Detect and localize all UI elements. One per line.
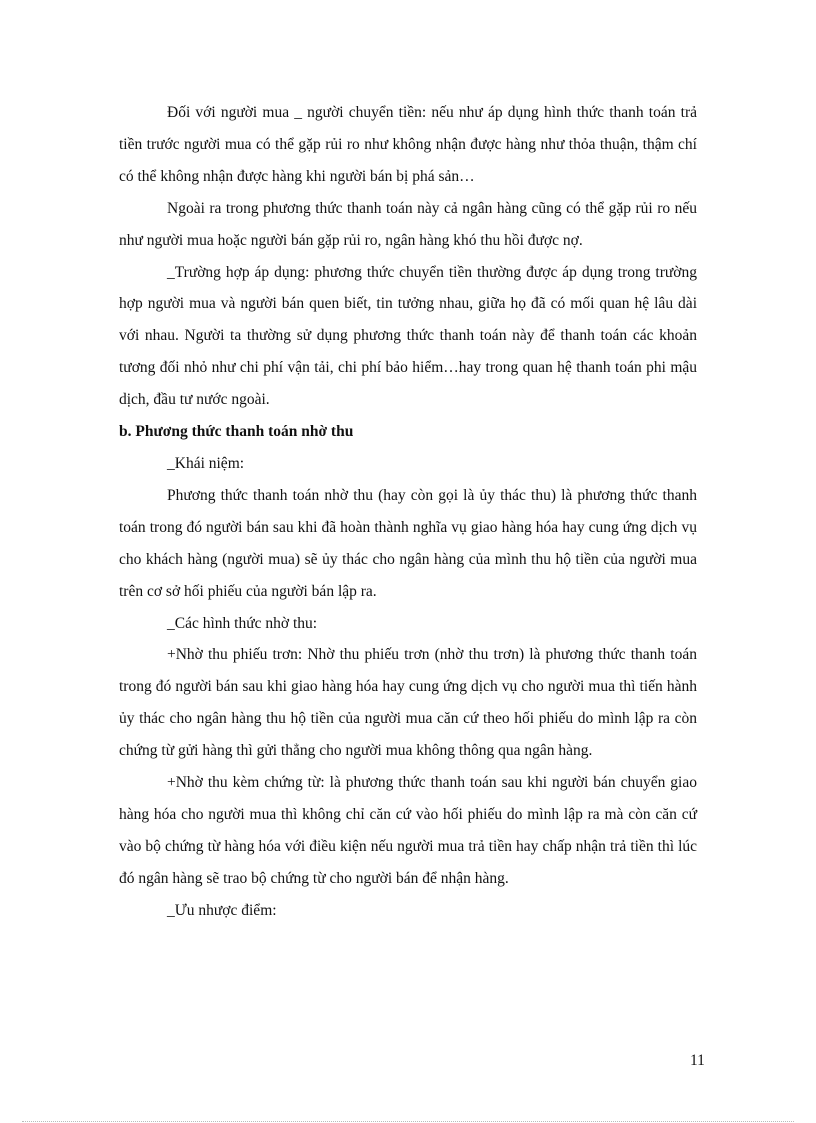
- paragraph-buyer-risk: Đối với người mua _ người chuyển tiền: nếu như áp dụng hình thức thanh toán trả tiền trước người mua có thể gặp rủi ro như không nhận được hàng như thỏa thuận, thậm chí có thể không nhận được hàng khi người bán bị phá sản…: [119, 104, 697, 185]
- section-heading: b. Phương thức thanh toán nhờ thu: [119, 423, 354, 441]
- paragraph-concept-definition: Phương thức thanh toán nhờ thu (hay còn gọi là ủy thác thu) là phương thức thanh toán trong đó người bán sau khi đã hoàn thành nghĩa vụ giao hàng hóa hay cung ứng dịch vụ cho khách hàng (người mua) sẽ ủy thác cho ngân hàng của mình thu hộ tiền của người mua trên cơ sở hối phiếu của người bán lập ra.: [119, 486, 697, 600]
- page-bottom-divider: [22, 1121, 794, 1122]
- paragraph-bank-risk: Ngoài ra trong phương thức thanh toán này cả ngân hàng cũng có thể gặp rủi ro nếu như người mua hoặc người bán gặp rủi ro, ngân hàng khó thu hồi được nợ.: [119, 199, 697, 249]
- paragraph-clean-collection: +Nhờ thu phiếu trơn: Nhờ thu phiếu trơn (nhờ thu trơn) là phương thức thanh toán trong đó người bán sau khi giao hàng hóa hay cung ứng dịch vụ cho người mua thì tiến hành ủy thác cho ngân hàng thu hộ tiền của người mua căn cứ theo hối phiếu do mình lập ra còn chứng từ gửi hàng thì gửi thẳng cho người mua không thông qua ngân hàng.: [119, 646, 697, 760]
- paragraph-concept-label: _Khái niệm:: [167, 454, 245, 472]
- paragraph-documentary-collection: +Nhờ thu kèm chứng từ: là phương thức thanh toán sau khi người bán chuyển giao hàng hóa cho người mua thì không chỉ căn cứ vào hối phiếu do mình lập ra mà còn căn cứ vào bộ chứng từ hàng hóa với điều kiện nếu người mua trả tiền hay chấp nhận trả tiền thì lúc đó ngân hàng sẽ trao bộ chứng từ cho người bán để nhận hàng.: [119, 774, 697, 887]
- page-number: 11: [690, 1052, 705, 1069]
- page-body: [119, 97, 697, 927]
- paragraph-application-cases: _Trường hợp áp dụng: phương thức chuyển tiền thường được áp dụng trong trường hợp người mua và người bán quen biết, tin tưởng nhau, giữa họ đã có mối quan hệ lâu dài với nhau. Người ta thường sử dụng phương thức thanh toán này để thanh toán các khoản tương đối nhỏ như chi phí vận tải, chi phí bảo hiểm…hay trong quan hệ thanh toán phi mậu dịch, đầu tư nước ngoài.: [119, 263, 697, 409]
- paragraph-pros-cons-label: _Ưu nhược điểm:: [167, 901, 277, 919]
- paragraph-collection-types-label: _Các hình thức nhờ thu:: [167, 614, 318, 632]
